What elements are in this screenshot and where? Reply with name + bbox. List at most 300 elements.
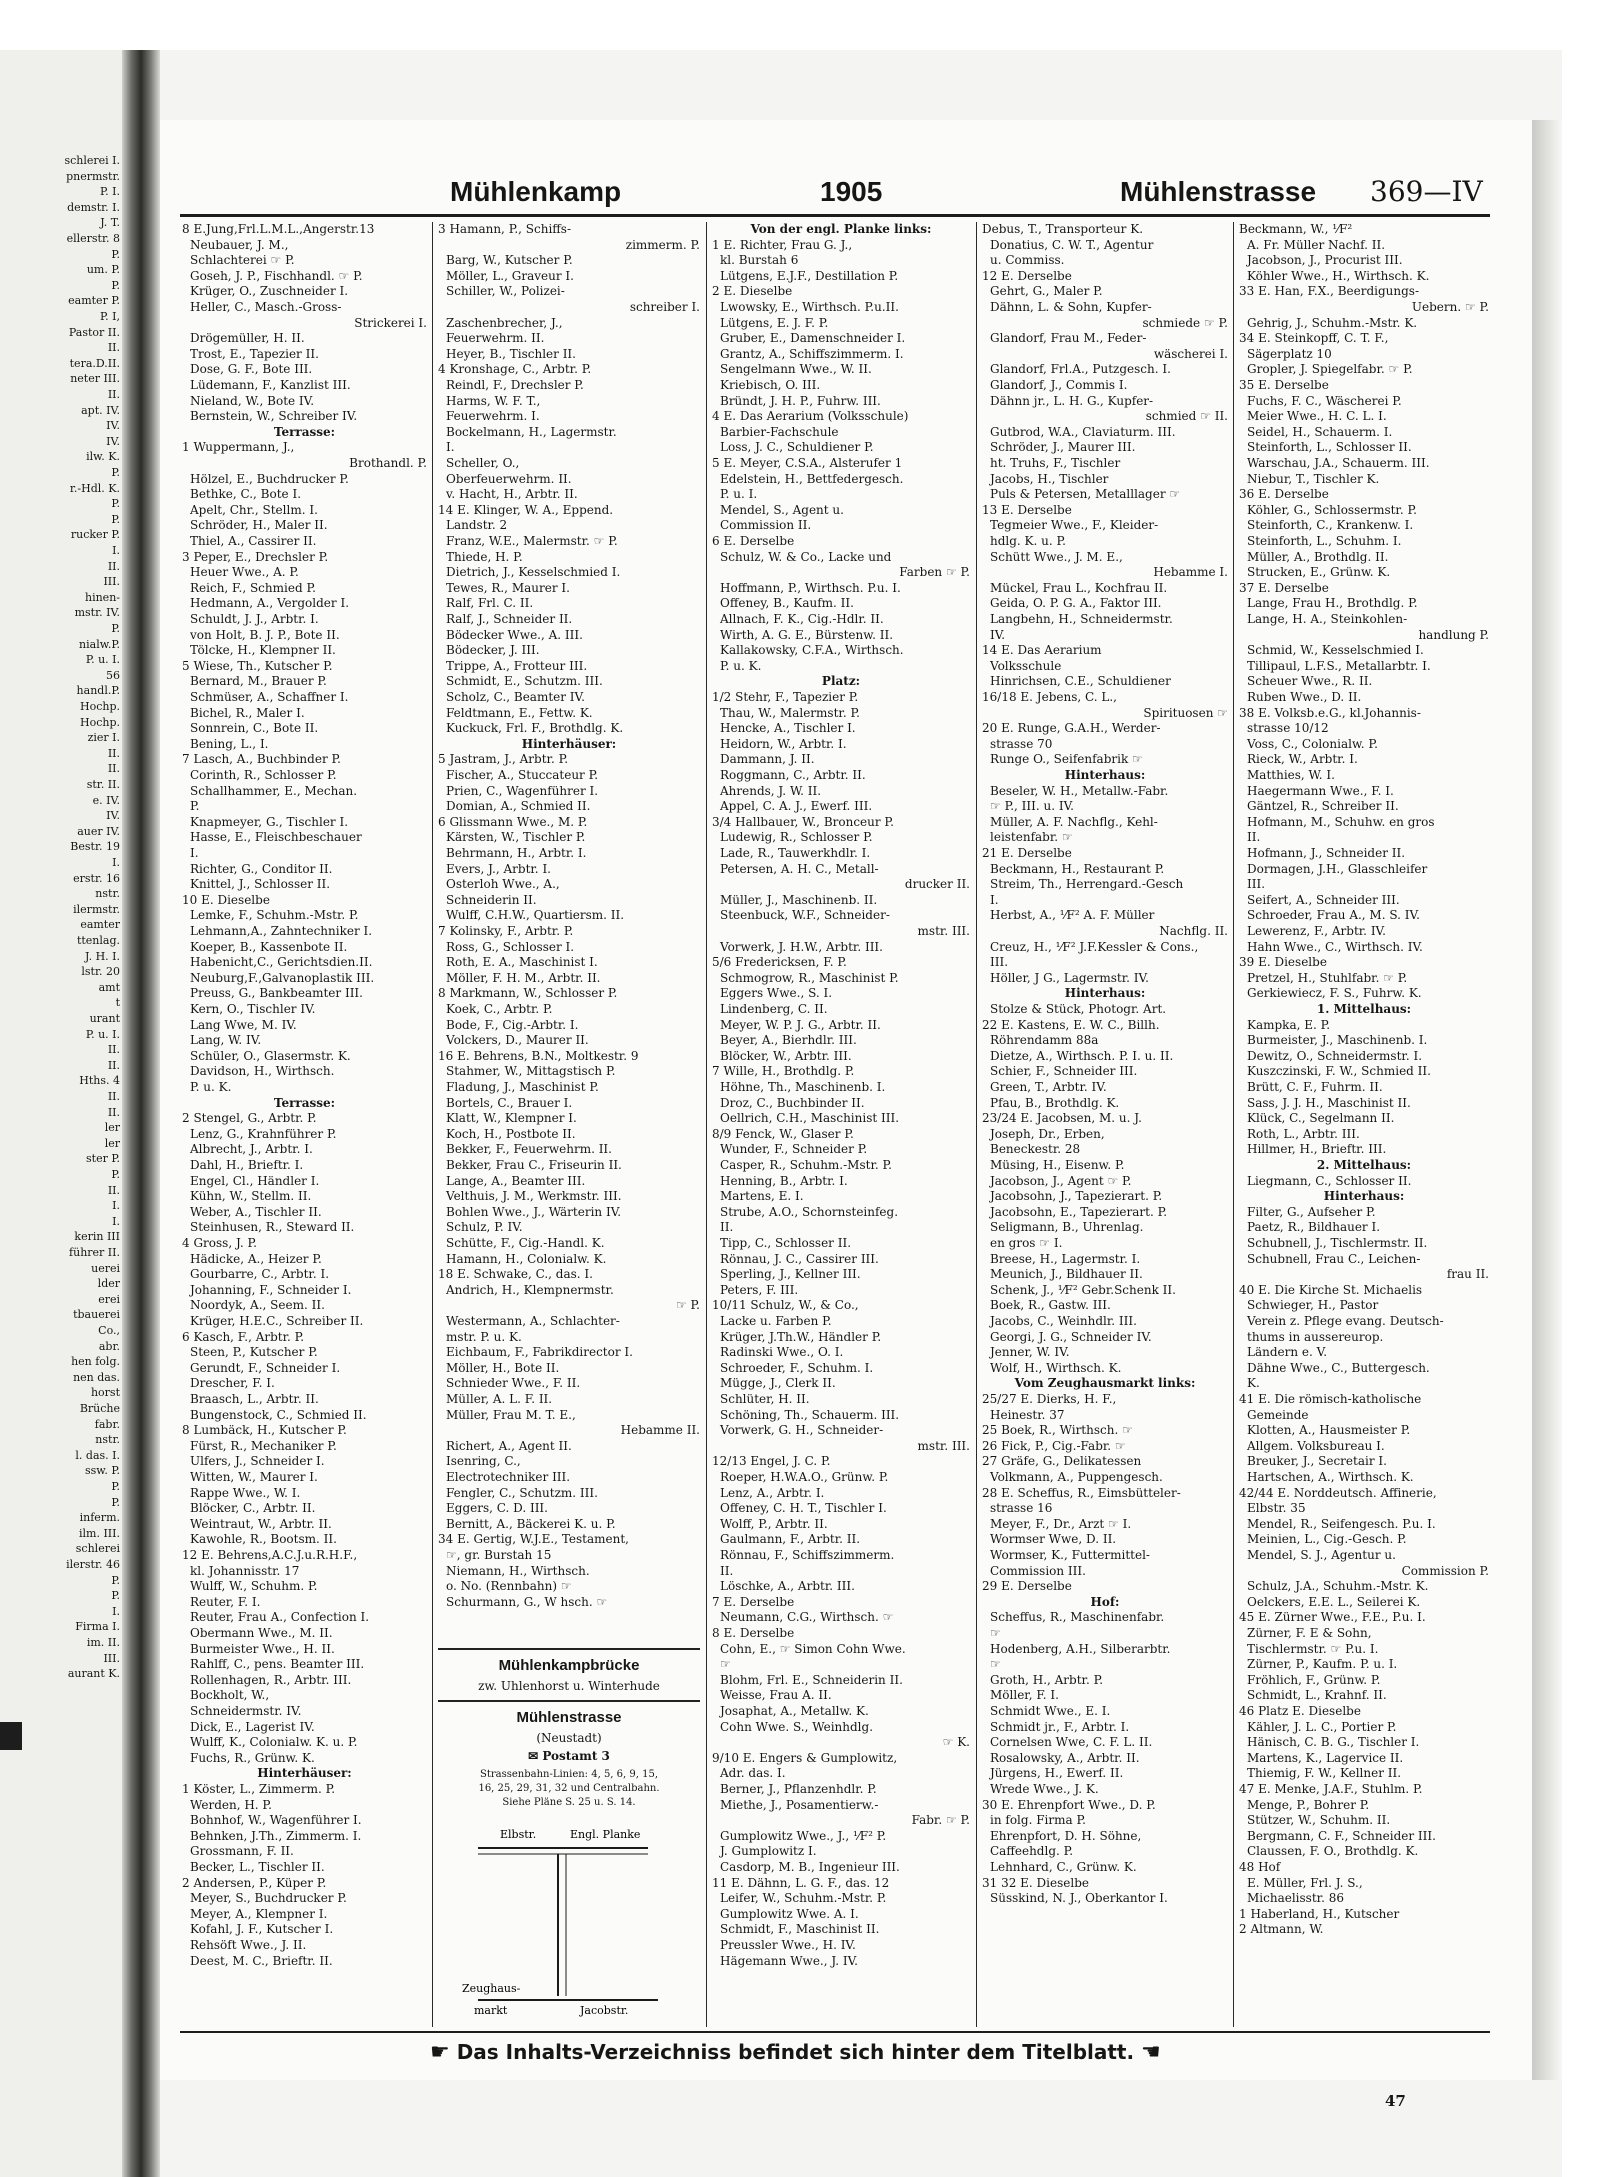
directory-entry: Knapmeyer, G., Tischler I. xyxy=(190,814,349,829)
facing-page-fragment: P. I. xyxy=(99,185,120,199)
facing-page-fragment: kerin III xyxy=(74,1230,120,1244)
directory-entry: 3 Hamann, P., Schiffs- xyxy=(438,222,572,236)
facing-page-fragment: l. das. I. xyxy=(75,1448,120,1462)
tram-lines-1: Strassenbahn-Linien: 4, 5, 6, 9, 15, xyxy=(479,1769,659,1780)
facing-page-fragment: tera.D.II. xyxy=(69,356,120,370)
directory-entry: Pretzel, H., Stuhlfabr. ☞ P. xyxy=(1247,970,1408,985)
facing-page-fragment: III. xyxy=(103,1651,120,1665)
facing-page-fragment: ilw. K. xyxy=(86,450,120,464)
directory-entry: Kriebisch, O. III. xyxy=(720,378,821,392)
directory-entry: Gerkiewiecz, F. S., Fuhrw. K. xyxy=(1247,986,1422,1001)
directory-entry: II. xyxy=(1247,830,1261,845)
directory-entry: Lenz, A., Arbtr. I. xyxy=(720,1485,825,1500)
directory-entry: Wulff, W., Schuhm. P. xyxy=(190,1579,318,1594)
directory-entry: Schneidermstr. IV. xyxy=(190,1704,302,1718)
directory-entry: 2 E. Dieselbe xyxy=(712,284,793,299)
directory-entry: mstr. III. xyxy=(917,924,970,938)
directory-entry: Schröder, H., Maler II. xyxy=(190,518,328,533)
directory-entry: Jacobson, J., Agent ☞ P. xyxy=(990,1173,1132,1188)
directory-entry: Steinforth, L., Schlosser II. xyxy=(1247,440,1412,455)
directory-entry: Heuer Wwe., A. P. xyxy=(190,565,299,580)
street-title: Mühlenstrasse xyxy=(516,1709,622,1726)
directory-entry: Sass, J. J. H., Maschinist II. xyxy=(1247,1095,1411,1110)
directory-entry: Rollenhagen, R., Arbtr. III. xyxy=(190,1672,352,1687)
facing-page-fragment: eamter P. xyxy=(68,294,120,308)
directory-entry: Stolze & Stück, Photogr. Art. xyxy=(990,1002,1167,1016)
directory-entry: Creuz, H., ⅟F² J.F.Kessler & Cons., xyxy=(990,939,1199,954)
directory-entry: 5 Wiese, Th., Kutscher P. xyxy=(182,658,333,673)
directory-entry: Roeper, H.W.A.O., Grünw. P. xyxy=(720,1470,889,1484)
directory-entry: Bekker, F., Feuerwehrm. II. xyxy=(446,1142,612,1157)
facing-page-fragment: P. u. I. xyxy=(85,653,120,667)
directory-entry: Gruber, E., Damenschneider I. xyxy=(720,331,906,346)
directory-entry: Michaelisstr. 86 xyxy=(1247,1891,1344,1906)
map-label-jacobstr: Jacobstr. xyxy=(580,2004,629,2017)
directory-entry: 40 E. Die Kirche St. Michaelis xyxy=(1239,1282,1423,1297)
directory-entry: Gerundt, F., Schneider I. xyxy=(190,1360,341,1375)
facing-page-fragment: P. xyxy=(111,622,120,635)
directory-entry: 12/13 Engel, J. C. P. xyxy=(712,1454,831,1469)
directory-entry: Schröder, J., Maurer III. xyxy=(990,440,1136,455)
directory-entry: Thiel, A., Cassirer II. xyxy=(190,534,317,548)
directory-entry: Offeney, C. H. T., Tischler I. xyxy=(720,1501,887,1516)
directory-entry: Breese, H., Lagermstr. I. xyxy=(990,1251,1141,1266)
directory-entry: Krüger, J.Th.W., Händler P. xyxy=(720,1329,882,1344)
directory-entry: Verein z. Pflege evang. Deutsch- xyxy=(1247,1314,1444,1328)
directory-entry: Steinhusen, R., Steward II. xyxy=(190,1220,355,1235)
directory-entry: Lang, W. IV. xyxy=(190,1033,262,1048)
directory-entry: Loss, J. C., Schuldiener P. xyxy=(720,440,874,455)
directory-entry: Hamann, H., Colonialw. K. xyxy=(446,1251,607,1266)
facing-page-fragment: hen folg. xyxy=(71,1355,120,1369)
directory-entry: Bödecker Wwe., A. III. xyxy=(446,627,583,642)
directory-entry: 47 E. Menke, J.A.F., Stuhlm. P. xyxy=(1239,1782,1423,1796)
directory-entry: 4 Kronshage, C., Arbtr. P. xyxy=(438,362,592,377)
directory-entry: Reuter, Frau A., Confection I. xyxy=(190,1610,370,1625)
directory-entry: Roggmann, C., Arbtr. II. xyxy=(720,768,866,782)
directory-entry: Oberfeuerwehrm. II. xyxy=(446,471,572,486)
directory-entry: Farben ☞ P. xyxy=(899,565,970,580)
directory-entry: Fröhlich, F., Grünw. P. xyxy=(1247,1672,1381,1687)
directory-entry: Grossmann, F. II. xyxy=(190,1844,294,1859)
directory-entry: Rosalowsky, A., Arbtr. II. xyxy=(990,1750,1140,1765)
directory-entry: Gäntzel, R., Schreiber II. xyxy=(1247,799,1399,814)
directory-entry: Bichel, R., Maler I. xyxy=(190,705,305,720)
directory-entry: Rönnau, F., Schiffszimmerm. xyxy=(720,1548,895,1562)
directory-entry: Meyer, S., Buchdrucker P. xyxy=(190,1891,347,1906)
pointing-hand-left-icon: ☚ xyxy=(1141,2040,1161,2065)
binding-mark xyxy=(0,1722,22,1750)
facing-page-fragment: 56 xyxy=(106,668,120,682)
section-heading: 1. Mittelhaus: xyxy=(1316,1002,1412,1016)
directory-entry: Bernstein, W., Schreiber IV. xyxy=(190,409,358,424)
directory-entry: Haegermann Wwe., F. I. xyxy=(1247,783,1394,798)
directory-entry: Gutbrod, W.A., Claviaturm. III. xyxy=(990,424,1176,439)
directory-entry: Hägemann Wwe., J. IV. xyxy=(720,1953,858,1968)
directory-entry: Roth, E. A., Maschinist I. xyxy=(446,955,598,970)
directory-entry: Hänisch, C. B. G., Tischler I. xyxy=(1247,1735,1420,1750)
directory-entry: Bockelmann, H., Lagermstr. xyxy=(446,424,617,439)
directory-entry: Neuburg,F.,Galvanoplastik III. xyxy=(190,970,375,985)
directory-entry: Feuerwehrm. II. xyxy=(446,331,545,346)
directory-entry: Klück, C., Segelmann II. xyxy=(1247,1111,1395,1126)
directory-entry: Commission III. xyxy=(990,1563,1086,1578)
facing-page-fragment: schlerei I. xyxy=(64,154,120,167)
directory-entry: Deest, M. C., Brieftr. II. xyxy=(190,1953,333,1968)
directory-entry: Westermann, A., Schlachter- xyxy=(446,1314,620,1328)
facing-page-fragment: II. xyxy=(107,1058,120,1072)
directory-entry: Tegmeier Wwe., F., Kleider- xyxy=(990,518,1159,533)
directory-entry: Obermann Wwe., M. II. xyxy=(190,1626,333,1640)
facing-page-fragment: I. xyxy=(112,1199,120,1213)
directory-entry: strasse 16 xyxy=(990,1501,1053,1516)
facing-page-strip xyxy=(0,50,122,2177)
directory-entry: Becker, L., Tischler II. xyxy=(190,1860,325,1874)
directory-entry: Rappe Wwe., W. I. xyxy=(190,1485,301,1500)
directory-entry: Appel, C. A. J., Ewerf. III. xyxy=(720,799,873,814)
directory-entry: Scheller, O., xyxy=(446,456,520,470)
directory-entry: 18 E. Schwake, C., das. I. xyxy=(438,1267,593,1282)
street-subtitle: (Neustadt) xyxy=(536,1731,602,1745)
directory-entry: Strickerei I. xyxy=(354,315,427,330)
header-page-number: 369—IV xyxy=(1370,175,1483,208)
directory-entry: Hodenberg, A.H., Silberarbtr. xyxy=(990,1641,1171,1656)
directory-entry: Koek, C., Arbtr. P. xyxy=(446,1002,553,1016)
directory-entry: 8 E. Derselbe xyxy=(712,1626,795,1640)
directory-entry: 1/2 Stehr, F., Tapezier P. xyxy=(712,690,859,704)
directory-entry: Josaphat, A., Metallw. K. xyxy=(720,1704,869,1718)
directory-entry: Trippe, A., Frotteur III. xyxy=(446,658,588,673)
header-year: 1905 xyxy=(820,176,883,207)
facing-page-fragment: I. xyxy=(112,1604,120,1618)
directory-entry: Beyer, A., Bierhdlr. III. xyxy=(720,1033,857,1048)
directory-entry: Kärsten, W., Tischler P. xyxy=(446,830,586,845)
directory-entry: Edelstein, H., Bettfedergesch. xyxy=(720,471,904,486)
directory-entry: Cohn Wwe. S., Weinhdlg. xyxy=(720,1719,874,1734)
facing-page-fragment: zier I. xyxy=(87,731,120,745)
directory-entry: Schallhammer, E., Mechan. xyxy=(190,783,358,798)
directory-entry: Richert, A., Agent II. xyxy=(446,1438,572,1453)
directory-entry: Lewerenz, F., Arbtr. IV. xyxy=(1247,924,1386,938)
facing-page-fragment: P. xyxy=(111,466,120,479)
directory-entry: Gaulmann, F., Arbtr. II. xyxy=(720,1532,861,1547)
facing-page-fragment: III. xyxy=(103,575,120,589)
directory-entry: K. xyxy=(1247,1376,1260,1391)
directory-entry: Boek, R., Gastw. III. xyxy=(990,1298,1111,1313)
directory-entry: Schütt Wwe., J. M. E., xyxy=(990,549,1123,564)
directory-entry: Löschke, A., Arbtr. III. xyxy=(720,1579,855,1594)
facing-page-fragment: nstr. xyxy=(95,887,120,901)
directory-entry: zimmerm. P. xyxy=(625,237,700,252)
directory-entry: Hebamme II. xyxy=(620,1423,700,1438)
directory-entry: Trost, E., Tapezier II. xyxy=(190,346,319,361)
directory-entry: Weintraut, W., Arbtr. II. xyxy=(190,1516,332,1531)
directory-entry: Herbst, A., ⅟F² A. F. Müller xyxy=(990,908,1155,923)
facing-page-fragment: Hths. 4 xyxy=(79,1074,120,1088)
directory-entry: P. u. K. xyxy=(720,658,762,673)
directory-entry: Lindenberg, C. II. xyxy=(720,1002,828,1016)
facing-page-fragment: nen das. xyxy=(73,1370,120,1384)
directory-entry: Eichbaum, F., Fabrikdirector I. xyxy=(446,1345,633,1360)
directory-entry: Schlachterei ☞ P. xyxy=(190,253,295,268)
directory-entry: Schwieger, H., Pastor xyxy=(1247,1298,1379,1313)
directory-entry: Paetz, R., Bildhauer I. xyxy=(1247,1220,1381,1235)
directory-entry: Schmid, W., Kesselschmied I. xyxy=(1247,643,1424,658)
column-divider xyxy=(432,222,433,2027)
directory-entry: hdlg. K. u. P. xyxy=(990,534,1066,548)
directory-entry: 16/18 E. Jebens, C. L., xyxy=(982,690,1117,704)
directory-entry: Allnach, F. K., Cig.-Hdlr. II. xyxy=(720,612,884,626)
directory-entry: Adr. das. I. xyxy=(720,1766,786,1781)
directory-entry: Schnieder Wwe., F. II. xyxy=(446,1376,581,1391)
facing-page-fragment: Brüche xyxy=(79,1402,120,1415)
directory-entry: Ahrends, J. W. II. xyxy=(720,783,822,798)
directory-entry: 2 Altmann, W. xyxy=(1239,1922,1324,1937)
directory-entry: 30 E. Ehrenpfort Wwe., D. P. xyxy=(982,1797,1156,1812)
directory-entry: Schmidt, E., Schutzm. III. xyxy=(446,674,603,689)
directory-entry: Möller, F. H. M., Arbtr. II. xyxy=(446,970,601,985)
tram-lines-2: 16, 25, 29, 31, 32 und Centralbahn. xyxy=(478,1783,660,1794)
directory-entry: Schüler, O., Glasermstr. K. xyxy=(190,1048,351,1063)
directory-column-5 xyxy=(1239,222,1489,2027)
facing-page-fragment: J. H. I. xyxy=(85,949,120,963)
facing-page-fragment: P. xyxy=(111,1168,120,1181)
scan-background xyxy=(0,0,1600,50)
directory-entry: Ruben Wwe., D. II. xyxy=(1247,690,1362,704)
directory-entry: Meinien, L., Cig.-Gesch. P. xyxy=(1247,1532,1407,1547)
directory-entry: Martens, E. I. xyxy=(720,1189,804,1204)
page-edge-shadow xyxy=(1532,120,1562,2080)
directory-entry: Nachflg. II. xyxy=(1159,924,1228,938)
directory-entry: Schütte, F., Cig.-Handl. K. xyxy=(446,1236,605,1250)
directory-entry: Meyer, A., Klempner I. xyxy=(190,1906,328,1921)
directory-entry: Kampka, E. P. xyxy=(1247,1017,1331,1032)
directory-entry: Heyer, B., Tischler II. xyxy=(446,346,576,361)
directory-entry: Müsing, H., Eisenw. P. xyxy=(990,1158,1125,1172)
facing-page-fragment: I. xyxy=(112,544,120,557)
directory-entry: v. Hacht, H., Arbtr. II. xyxy=(446,487,578,502)
directory-entry: Drögemüller, H. II. xyxy=(190,331,305,346)
facing-page-fragment: P. xyxy=(111,1480,120,1493)
directory-entry: Elbstr. 35 xyxy=(1247,1501,1306,1516)
directory-entry: Liegmann, C., Schlosser II. xyxy=(1247,1173,1412,1188)
directory-entry: Kofahl, J. F., Kutscher I. xyxy=(190,1922,334,1937)
directory-entry: o. No. (Rennbahn) ☞ xyxy=(446,1579,572,1594)
directory-entry: Thiemig, F. W., Kellner II. xyxy=(1247,1766,1402,1781)
directory-entry: Landstr. 2 xyxy=(446,518,508,533)
directory-entry: Lemke, F., Schuhm.-Mstr. P. xyxy=(190,908,359,923)
facing-page-fragment: r.-Hdl. K. xyxy=(69,481,120,495)
directory-entry: Müller, J., Maschinenb. II. xyxy=(720,892,878,907)
directory-entry: Lang Wwe, M. IV. xyxy=(190,1017,297,1032)
directory-entry: Blöcker, W., Arbtr. III. xyxy=(720,1048,852,1063)
directory-entry: Bortels, C., Brauer I. xyxy=(446,1095,573,1110)
directory-entry: Mendel, R., Seifengesch. P.u. I. xyxy=(1247,1516,1436,1531)
directory-entry: Bründt, J. H. P., Fuhrw. III. xyxy=(720,393,881,408)
directory-entry: Volkmann, A., Puppengesch. xyxy=(990,1470,1163,1484)
directory-entry: Dietrich, J., Kesselschmied I. xyxy=(446,565,621,580)
footer-rule xyxy=(180,2031,1490,2033)
directory-entry: Bergmann, C. F., Schneider III. xyxy=(1247,1828,1436,1843)
header-rule xyxy=(180,214,1490,217)
directory-entry: Vorwerk, G. H., Schneider- xyxy=(720,1423,884,1438)
directory-entry: III. xyxy=(990,955,1009,970)
directory-entry: Georgi, J. G., Schneider IV. xyxy=(990,1329,1152,1344)
directory-entry: Ralf, J., Schneider II. xyxy=(446,612,573,626)
directory-entry: Mückel, Frau L., Kochfrau II. xyxy=(990,580,1168,595)
directory-entry: Lange, Frau H., Brothdlg. P. xyxy=(1247,596,1418,611)
directory-entry: Meunich, J., Bildhauer II. xyxy=(990,1267,1143,1282)
directory-entry: I. xyxy=(190,846,199,860)
directory-entry: Blohm, Frl. E., Schneiderin II. xyxy=(720,1672,903,1687)
directory-entry: Heller, C., Masch.-Gross- xyxy=(190,300,342,314)
facing-page-fragment: IV. xyxy=(106,434,120,448)
directory-entry: Hasse, E., Fleischbeschauer xyxy=(190,830,362,845)
directory-entry: Dose, G. F., Bote III. xyxy=(190,362,313,377)
directory-entry: ☞ xyxy=(990,1626,1001,1640)
directory-column-1 xyxy=(182,222,427,2027)
directory-entry: Heidorn, W., Arbtr. I. xyxy=(720,736,847,751)
directory-entry: Peters, F. III. xyxy=(720,1282,799,1297)
directory-entry: Mügge, J., Clerk II. xyxy=(720,1376,836,1391)
directory-entry: J. Gumplowitz I. xyxy=(720,1844,817,1859)
directory-entry: Dewitz, O., Schneidermstr. I. xyxy=(1247,1048,1423,1063)
facing-page-fragment: urant xyxy=(89,1012,120,1025)
directory-entry: 20 E. Runge, G.A.H., Werder- xyxy=(982,721,1161,736)
directory-entry: schreiber I. xyxy=(629,300,700,314)
directory-entry: 2 Stengel, G., Arbtr. P. xyxy=(182,1111,317,1126)
directory-entry: Glandorf, J., Commis I. xyxy=(990,378,1128,392)
directory-entry: Schöning, Th., Schauerm. III. xyxy=(720,1407,900,1422)
directory-entry: Davidson, H., Wirthsch. xyxy=(190,1064,335,1079)
directory-entry: Beckmann, W., ⅟F² xyxy=(1239,222,1353,236)
directory-entry: kl. Johannisstr. 17 xyxy=(190,1563,300,1578)
directory-entry: Schulz, W. & Co., Lacke und xyxy=(720,549,892,564)
directory-entry: Müller, Frau M. T. E., xyxy=(446,1407,576,1422)
facing-page-fragment: auer IV. xyxy=(77,824,120,838)
directory-entry: Röhrendamm 88a xyxy=(990,1033,1099,1048)
directory-entry: Weber, A., Tischler II. xyxy=(190,1204,322,1219)
directory-entry: 9/10 E. Engers & Gumplowitz, xyxy=(712,1750,898,1765)
street-map xyxy=(458,1818,680,2018)
directory-entry: Beseler, W. H., Metallw.-Fabr. xyxy=(990,783,1169,798)
bridge-text: zw. Uhlenhorst u. Winterhude xyxy=(478,1679,660,1693)
directory-entry: Spirituosen ☞ xyxy=(1143,705,1228,720)
directory-entry: leistenfabr. ☞ xyxy=(990,830,1073,845)
directory-entry: Beneckestr. 28 xyxy=(990,1142,1081,1157)
header-right-street: Mühlenstrasse xyxy=(1120,176,1317,207)
facing-page-fragment: e. IV. xyxy=(92,793,120,807)
directory-entry: Kähler, J. L. C., Portier P. xyxy=(1247,1719,1397,1734)
facing-page-fragment: mstr. IV. xyxy=(74,606,120,620)
directory-entry: Gumplowitz Wwe. A. I. xyxy=(720,1906,859,1921)
directory-entry: Fischer, A., Stuccateur P. xyxy=(446,768,599,782)
scan-margin-right xyxy=(1562,50,1600,2177)
facing-page-fragment: I. xyxy=(112,1214,120,1228)
directory-entry: Krüger, H.E.C., Schreiber II. xyxy=(190,1314,364,1328)
facing-page-fragment: tbauerei xyxy=(73,1308,120,1322)
directory-entry: Müller, A. L. F. II. xyxy=(446,1392,553,1406)
section-heading: Hinterhäuser: xyxy=(521,736,617,751)
directory-entry: 1 Wuppermann, J., xyxy=(182,440,295,455)
directory-entry: 48 Hof xyxy=(1239,1860,1281,1874)
directory-entry: Heinestr. 37 xyxy=(990,1407,1065,1422)
facing-page-fragment: nialw.P. xyxy=(79,637,120,651)
directory-entry: Schiller, W., Polizei- xyxy=(446,284,565,299)
facing-page-fragment: P. xyxy=(111,497,120,511)
directory-entry: Steenbuck, W.F., Schneider- xyxy=(720,908,890,923)
directory-entry: Runge O., Seifenfabrik ☞ xyxy=(990,752,1143,767)
directory-entry: Sengelmann Wwe., W. II. xyxy=(720,362,872,377)
directory-entry: mstr. P. u. K. xyxy=(446,1329,522,1344)
directory-entry: Bethke, C., Bote I. xyxy=(190,487,302,502)
directory-entry: ht. Truhs, F., Tischler xyxy=(990,456,1121,470)
directory-entry: Bungenstock, C., Schmied II. xyxy=(190,1407,367,1422)
directory-entry: Lange, H. A., Steinkohlen- xyxy=(1247,612,1408,626)
directory-entry: Köhler Wwe., H., Wirthsch. K. xyxy=(1247,268,1430,283)
directory-entry: 8 Markmann, W., Schlosser P. xyxy=(438,986,618,1001)
facing-page-fragment: eamter xyxy=(80,918,120,932)
section-heading: Terrasse: xyxy=(273,1095,336,1110)
directory-entry: Wulff, K., Colonialw. K. u. P. xyxy=(190,1735,358,1750)
facing-page-fragment: II. xyxy=(107,559,120,573)
directory-entry: Henning, B., Arbtr. I. xyxy=(720,1173,848,1188)
directory-entry: Rahlff, C., pens. Beamter III. xyxy=(190,1657,365,1672)
facing-page-fragment: hinen- xyxy=(85,590,120,604)
directory-entry: 25/27 E. Dierks, H. F., xyxy=(982,1392,1117,1406)
directory-entry: 26 Fick, P., Cig.-Fabr. ☞ xyxy=(982,1438,1126,1453)
directory-entry: mstr. III. xyxy=(917,1438,970,1453)
directory-entry: Glandorf, Frl.A., Putzgesch. I. xyxy=(990,362,1171,377)
directory-entry: Zürner, F. E & Sohn, xyxy=(1247,1626,1372,1640)
directory-entry: 8 Lumbäck, H., Kutscher P. xyxy=(182,1423,347,1438)
directory-entry: 8/9 Fenck, W., Glaser P. xyxy=(712,1126,854,1141)
facing-page-fragment: erstr. 16 xyxy=(73,871,120,885)
directory-entry: Drescher, F. I. xyxy=(190,1376,275,1391)
directory-entry: Hoffmann, P., Wirthsch. P.u. I. xyxy=(720,580,901,595)
directory-entry: Claussen, F. O., Brothdlg. K. xyxy=(1247,1844,1419,1859)
directory-entry: Habenicht,C., Gerichtsdien.II. xyxy=(190,955,373,970)
directory-entry: 27 Gräfe, G., Delikatessen xyxy=(982,1454,1142,1469)
directory-entry: frau II. xyxy=(1446,1267,1489,1282)
directory-entry: Weisse, Frau A. II. xyxy=(720,1688,832,1703)
directory-entry: Jacobsohn, J., Tapezierart. P. xyxy=(990,1189,1163,1204)
directory-entry: Schubnell, Frau C., Leichen- xyxy=(1247,1251,1421,1266)
plan-reference: Siehe Pläne S. 25 u. S. 14. xyxy=(502,1797,636,1808)
directory-entry: 4 E. Das Aerarium (Volksschule) xyxy=(712,409,909,424)
directory-entry: Leifer, W., Schuhm.-Mstr. P. xyxy=(720,1891,887,1906)
facing-page-fragment: erei xyxy=(98,1292,120,1306)
directory-column-3 xyxy=(712,222,970,2027)
facing-page-fragment: II. xyxy=(107,762,120,776)
directory-entry: Casdorp, M. B., Ingenieur III. xyxy=(720,1860,900,1874)
directory-entry: Commission II. xyxy=(720,518,812,533)
directory-entry: 34 E. Steinkopff, C. T. F., xyxy=(1239,331,1389,346)
directory-entry: Lenz, G., Krahnführer P. xyxy=(190,1126,337,1141)
directory-entry: Volksschule xyxy=(990,658,1062,673)
directory-entry: Petersen, A. H. C., Metall- xyxy=(720,861,879,876)
directory-entry: Miethe, J., Posamentierw.- xyxy=(720,1797,879,1812)
directory-entry: Schmüser, A., Schaffner I. xyxy=(190,690,349,704)
directory-entry: Thiede, H. P. xyxy=(446,549,523,564)
directory-entry: Wormser, K., Futtermittel- xyxy=(990,1548,1150,1562)
directory-entry: Ehrenpfort, D. H. Söhne, xyxy=(990,1828,1142,1843)
directory-entry: Blöcker, C., Arbtr. II. xyxy=(190,1501,316,1516)
directory-entry: Volckers, D., Maurer II. xyxy=(446,1033,589,1048)
facing-page-fragment: lder xyxy=(97,1277,120,1291)
directory-entry: kl. Burstah 6 xyxy=(720,253,799,268)
directory-entry: Wrede Wwe., J. K. xyxy=(990,1782,1099,1796)
